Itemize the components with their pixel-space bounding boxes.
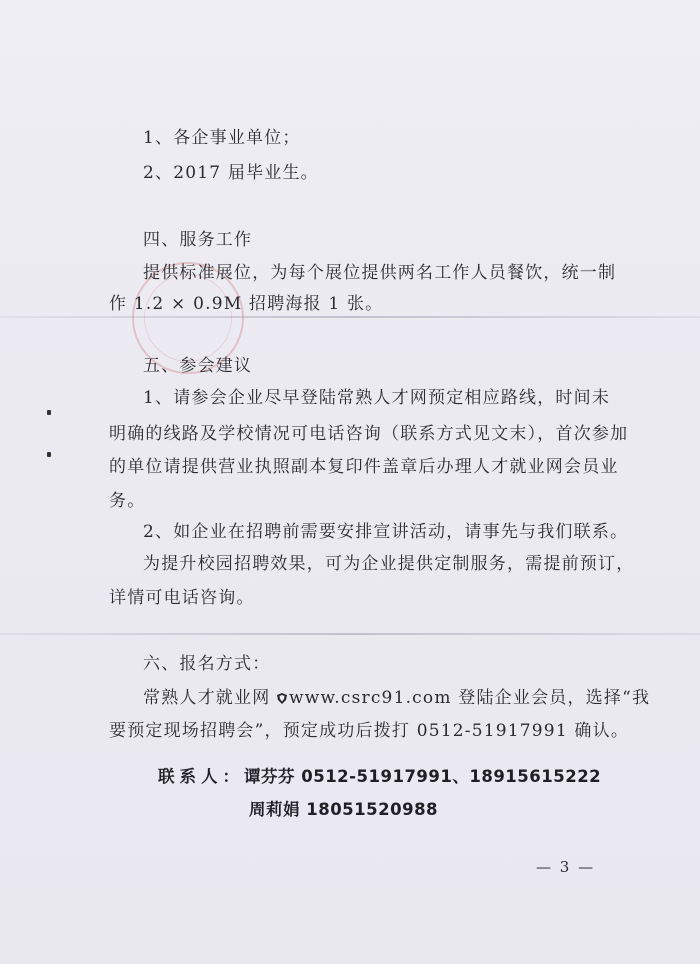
suggestion-paragraph-line: 明确的线路及学校情况可电话咨询（联系方式见文末），首次参加 [109,424,629,444]
service-paragraph-line: 作 1.2 × 0.9M 招聘海报 1 张。 [109,294,384,314]
section-heading-registration: 六、报名方式： [143,654,271,674]
suggestion-paragraph-line: 的单位请提供营业执照副本复印件盖章后办理人才就业网会员业 [109,457,619,477]
registration-suffix: 登陆企业会员，选择“我 [451,688,651,708]
registration-url-link[interactable]: www.csrc91.com [289,688,452,708]
registration-line: 要预定现场招聘会”，预定成功后拨打 0512-51917991 确认。 [109,721,630,741]
shield-icon [277,689,287,700]
suggestion-paragraph-line: 务。 [109,491,146,511]
target-item-1: 1、各企事业单位； [143,128,301,148]
target-item-2: 2、2017 届毕业生。 [143,163,319,183]
registration-line [143,683,650,708]
contact-label: 联系人： [158,767,244,786]
contact-line [158,763,601,787]
suggestion-paragraph-line: 2、如企业在招聘前需要安排宣讲活动，请事先与我们联系。 [143,522,629,542]
paper-fold-line [0,316,700,318]
registration-prefix: 常熟人才就业网 [143,688,278,708]
service-paragraph-line: 提供标准展位，为每个展位提供两名工作人员餐饮，统一制 [143,263,617,283]
paper-fold-line [0,633,700,635]
punch-mark [47,410,51,415]
punch-mark [47,452,51,457]
suggestion-paragraph-line: 详情可电话咨询。 [109,588,255,608]
contact-person-1: 谭芬芬 0512-51917991、18915615222 [244,767,602,786]
suggestion-paragraph-line: 为提升校园招聘效果，可为企业提供定制服务，需提前预订， [143,554,635,574]
page-number: — 3 — [536,858,596,876]
section-heading-service: 四、服务工作 [143,230,253,250]
section-heading-suggestions: 五、参会建议 [143,356,253,376]
contact-person-2: 周莉娟 18051520988 [249,800,439,819]
suggestion-paragraph-line: 1、请参会企业尽早登陆常熟人才网预定相应路线，时间未 [143,388,611,408]
